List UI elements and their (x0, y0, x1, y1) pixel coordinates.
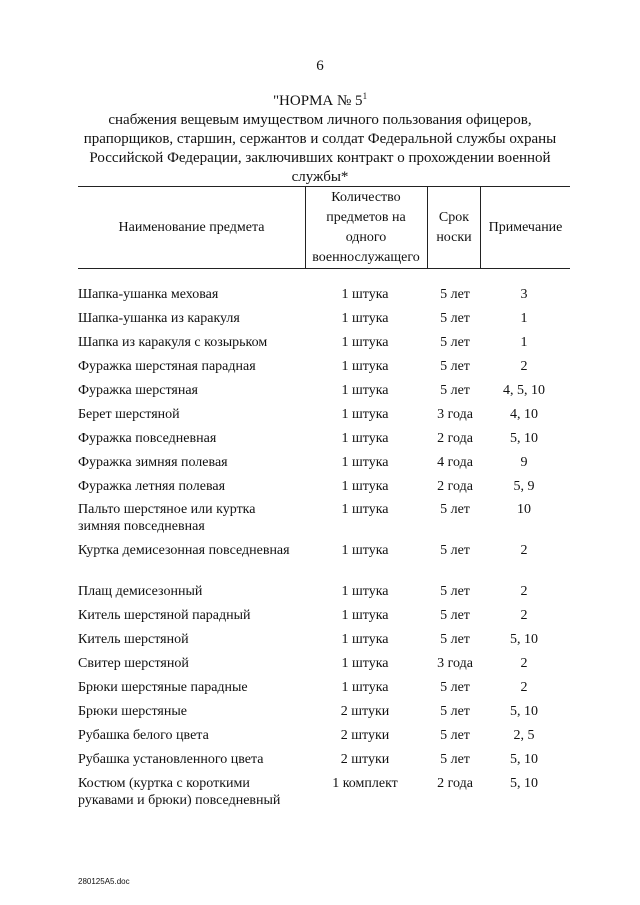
item-quantity: 1 штука (341, 311, 389, 326)
item-name: Куртка демисезонная повседневная (78, 543, 290, 558)
item-note: 4, 5, 10 (503, 383, 545, 398)
document-title (0, 92, 640, 111)
table-row (78, 334, 568, 358)
item-note: 1 (520, 335, 528, 350)
item-term: 5 лет (440, 543, 470, 558)
item-name: Фуражка шерстяная (78, 383, 198, 398)
table-row (78, 607, 568, 631)
item-name: Пальто шерстяное или куртка зимняя повседневная (78, 502, 256, 534)
table-row (78, 631, 568, 655)
item-note: 2 (520, 608, 528, 623)
item-note: 5, 10 (510, 632, 538, 647)
header-bottom-rule (78, 268, 570, 269)
item-quantity: 1 штука (341, 543, 389, 558)
item-note: 5, 10 (510, 776, 538, 791)
item-quantity: 1 штука (341, 407, 389, 422)
item-name: Рубашка белого цвета (78, 728, 209, 743)
item-term: 2 года (437, 431, 473, 446)
item-term: 2 года (437, 479, 473, 494)
item-term: 5 лет (440, 704, 470, 719)
item-note: 9 (520, 455, 528, 470)
file-name-footer: 280125A5.doc (78, 877, 130, 886)
item-quantity: 1 штука (341, 431, 389, 446)
item-name: Китель шерстяной парадный (78, 608, 251, 623)
table-row (78, 679, 568, 703)
page-number: 6 (316, 58, 324, 74)
item-note: 5, 10 (510, 704, 538, 719)
item-quantity: 1 штука (341, 455, 389, 470)
item-quantity: 1 штука (341, 502, 389, 517)
item-quantity: 1 штука (341, 287, 389, 302)
item-term: 3 года (437, 656, 473, 671)
item-name: Рубашка установленного цвета (78, 752, 264, 767)
item-term: 3 года (437, 407, 473, 422)
item-term: 5 лет (440, 632, 470, 647)
item-note: 2, 5 (513, 728, 535, 743)
item-term: 5 лет (440, 311, 470, 326)
item-note: 2 (520, 656, 528, 671)
item-quantity: 1 штука (341, 608, 389, 623)
header-quantity: Количество предметов на одного военнослужащего (312, 189, 420, 265)
table-row (78, 406, 568, 430)
item-term: 5 лет (440, 335, 470, 350)
table-row (78, 501, 568, 542)
item-note: 2 (520, 584, 528, 599)
header-note: Примечание (488, 219, 563, 235)
item-quantity: 1 штука (341, 680, 389, 695)
item-quantity: 1 комплект (332, 776, 398, 791)
item-term: 5 лет (440, 752, 470, 767)
item-term: 5 лет (440, 359, 470, 374)
item-name: Фуражка летняя полевая (78, 479, 226, 494)
header-name: Наименование предмета (118, 219, 265, 235)
item-term: 5 лет (440, 608, 470, 623)
item-note: 10 (517, 502, 531, 517)
item-name: Плащ демисезонный (78, 584, 203, 599)
table-row (78, 583, 568, 607)
table-row (78, 542, 568, 583)
item-quantity: 1 штука (341, 656, 389, 671)
item-note: 5, 10 (510, 752, 538, 767)
item-quantity: 1 штука (341, 359, 389, 374)
item-quantity: 1 штука (341, 335, 389, 350)
item-name: Китель шерстяной (78, 632, 189, 647)
table-row (78, 454, 568, 478)
item-name: Шапка-ушанка из каракуля (78, 311, 240, 326)
item-quantity: 1 штука (341, 632, 389, 647)
item-quantity: 1 штука (341, 584, 389, 599)
table-row (78, 478, 568, 501)
item-term: 5 лет (440, 287, 470, 302)
item-quantity: 2 штуки (340, 704, 390, 719)
item-name: Шапка-ушанка меховая (78, 287, 219, 302)
table-row (78, 286, 568, 310)
table-row (78, 703, 568, 727)
item-name: Фуражка шерстяная парадная (78, 359, 256, 374)
item-note: 2 (520, 359, 528, 374)
table-row (78, 430, 568, 454)
item-note: 5, 9 (513, 479, 535, 494)
item-term: 4 года (437, 455, 473, 470)
item-note: 5, 10 (510, 431, 538, 446)
table-body (78, 286, 568, 816)
item-note: 2 (520, 543, 528, 558)
item-note: 2 (520, 680, 528, 695)
item-note: 4, 10 (510, 407, 538, 422)
item-name: Брюки шерстяные (78, 704, 187, 719)
item-name: Шапка из каракуля с козырьком (78, 335, 268, 350)
item-name: Свитер шерстяной (78, 656, 189, 671)
title-main: "НОРМА № 5 (272, 93, 363, 109)
item-term: 5 лет (440, 680, 470, 695)
item-name: Брюки шерстяные парадные (78, 680, 248, 695)
item-quantity: 2 штуки (340, 728, 390, 743)
title-superscript: 1 (362, 91, 368, 101)
table-row (78, 751, 568, 775)
item-note: 3 (520, 287, 528, 302)
table-row (78, 382, 568, 406)
item-name: Костюм (куртка с короткими рукавами и брюки) повседневный (78, 776, 281, 808)
item-term: 5 лет (440, 728, 470, 743)
table-row (78, 727, 568, 751)
item-term: 5 лет (440, 383, 470, 398)
item-quantity: 1 штука (341, 479, 389, 494)
table-row (78, 655, 568, 679)
header-term: Срок носки (436, 209, 472, 245)
header-divider (305, 186, 306, 268)
item-name: Берет шерстяной (78, 407, 180, 422)
item-term: 5 лет (440, 584, 470, 599)
table-row (78, 775, 568, 816)
item-term: 5 лет (440, 502, 470, 517)
item-note: 1 (520, 311, 528, 326)
item-term: 2 года (437, 776, 473, 791)
table-row (78, 358, 568, 382)
table-row (78, 310, 568, 334)
item-quantity: 2 штуки (340, 752, 390, 767)
item-quantity: 1 штука (341, 383, 389, 398)
item-name: Фуражка зимняя полевая (78, 455, 228, 470)
document-subtitle: снабжения вещевым имуществом личного пользования офицеров, прапорщиков, старшин, сержантов и солдат Федеральной службы охраны Российской Федерации, заключивших контракт о прохождении военной службы* (83, 112, 557, 185)
item-name: Фуражка повседневная (78, 431, 217, 446)
